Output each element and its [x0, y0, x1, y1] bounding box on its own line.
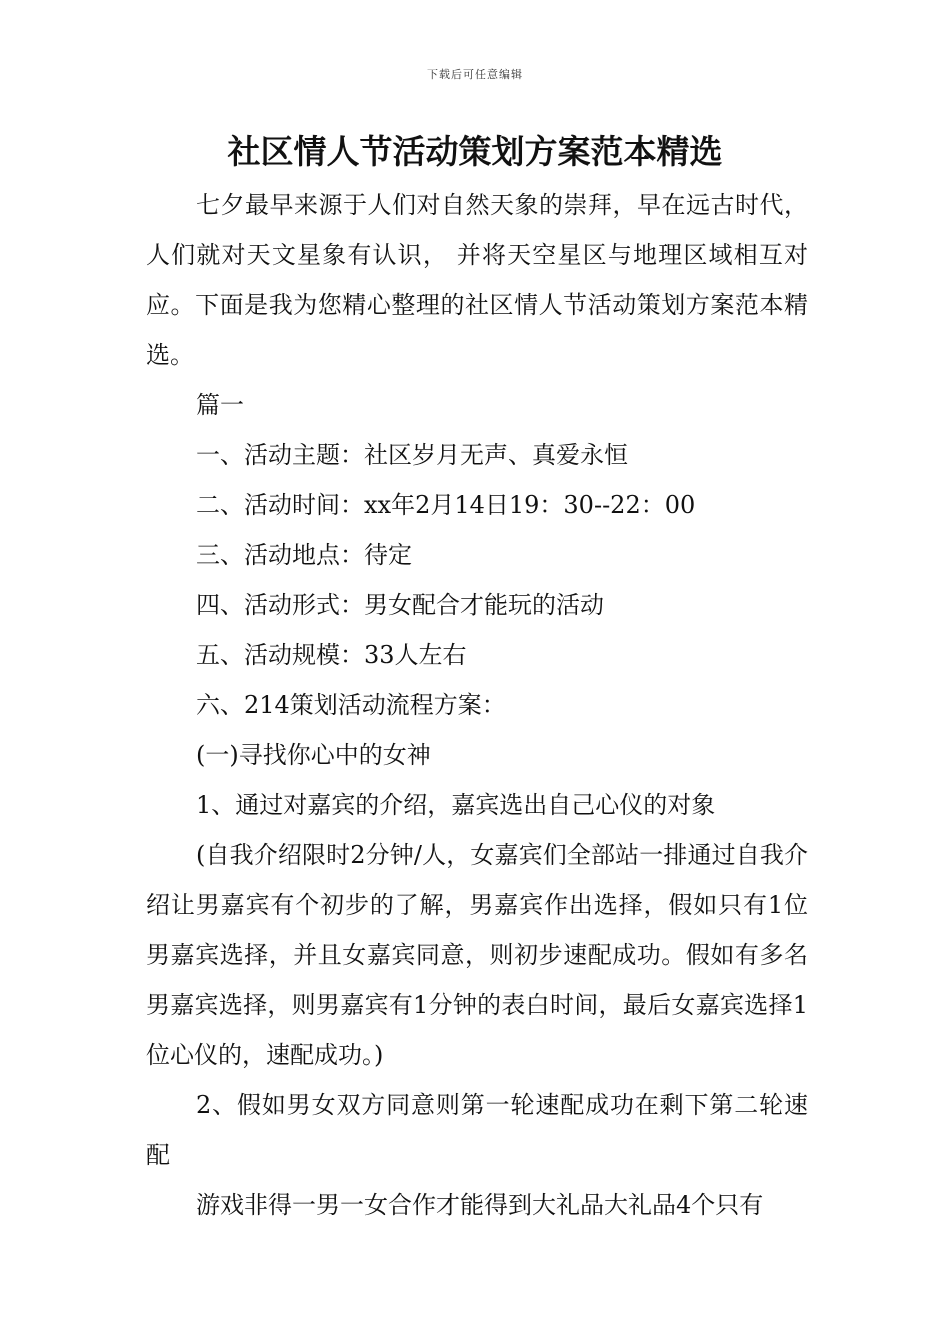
step-one-details: (自我介绍限时2分钟/人，女嘉宾们全部站一排通过自我介绍让男嘉宾有个初步的了解，男嘉宾作出选择，假如只有1位男嘉宾选择，并且女嘉宾同意，则初步速配成功。假如有多名男嘉宾选择，则男嘉宾有1分钟的表白时间，最后女嘉宾选择1位心仪的，速配成功。) — [146, 841, 808, 1069]
activity-location: 三、活动地点：待定 — [196, 541, 412, 569]
activity-time: 二、活动时间：xx年2月14日19：30--22：00 — [196, 491, 696, 519]
header-note: 下载后可任意编辑 — [427, 68, 523, 81]
section-heading-part-one: 篇一 — [196, 391, 244, 419]
activity-theme: 一、活动主题：社区岁月无声、真爱永恒 — [196, 441, 628, 469]
activity-flow-heading: 六、214策划活动流程方案： — [196, 691, 506, 719]
game-description: 游戏非得一男一女合作才能得到大礼品大礼品4个只有 — [196, 1191, 764, 1219]
activity-scale: 五、活动规模：33人左右 — [196, 641, 467, 669]
intro-paragraph: 七夕最早来源于人们对自然天象的崇拜，早在远古时代，人们就对天文星象有认识， 并将天空星区与地理区域相互对应。下面是我为您精心整理的社区情人节活动策划方案范本精选。 — [146, 191, 808, 369]
document-body — [146, 180, 808, 1230]
subsection-heading: (一)寻找你心中的女神 — [196, 741, 431, 769]
step-one: 1、通过对嘉宾的介绍，嘉宾选出自己心仪的对象 — [196, 791, 716, 819]
step-two: 2、假如男女双方同意则第一轮速配成功在剩下第二轮速配 — [146, 1091, 808, 1169]
document-title: 社区情人节活动策划方案范本精选 — [227, 132, 723, 171]
activity-format: 四、活动形式：男女配合才能玩的活动 — [196, 591, 604, 619]
